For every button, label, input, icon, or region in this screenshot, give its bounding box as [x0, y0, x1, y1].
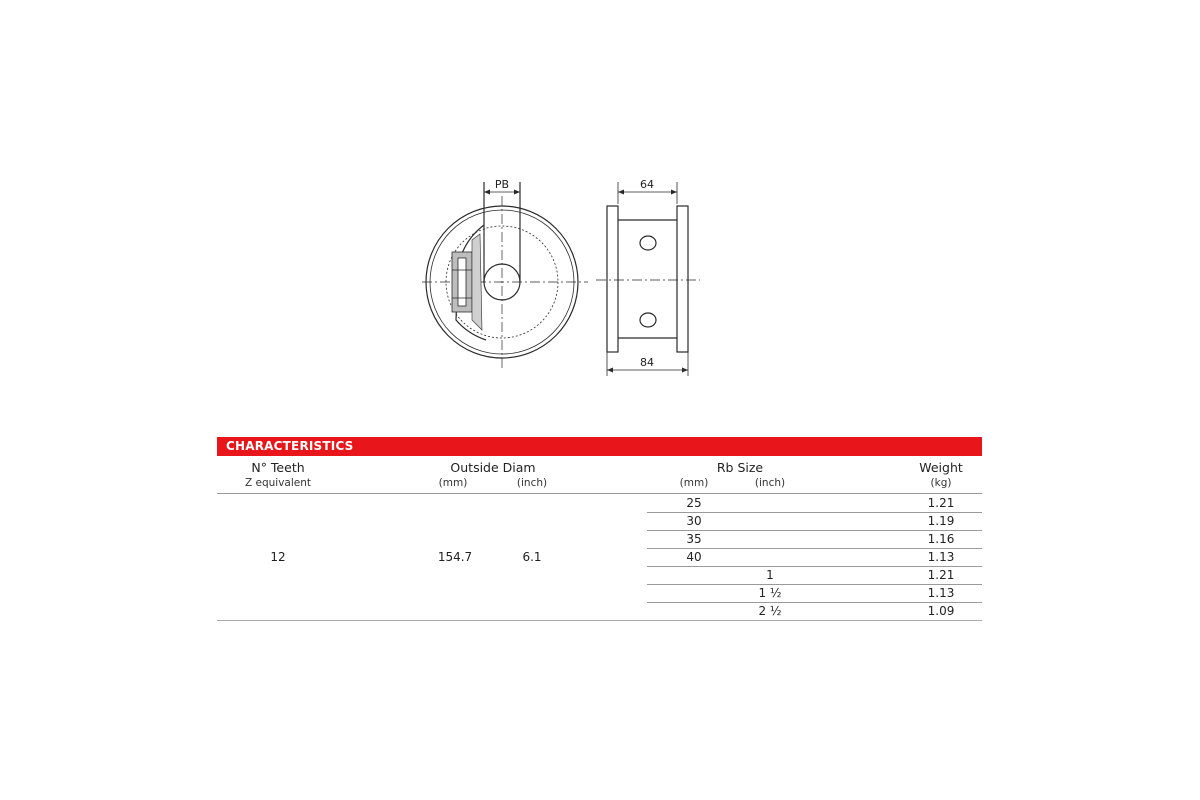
characteristics-title: CHARACTERISTICS	[217, 437, 982, 456]
rb-mm-header: (mm)	[679, 477, 709, 489]
rb-row-inch: 2 ½	[758, 604, 782, 618]
rb-row-mm: 35	[686, 532, 702, 546]
row-divider	[647, 584, 982, 585]
weight-header: Weight	[919, 460, 963, 475]
rb-row-inch: 1 ½	[758, 586, 782, 600]
weight-unit-header: (kg)	[930, 477, 952, 489]
characteristics-table	[217, 437, 982, 621]
outside-mm-value: 154.7	[437, 550, 473, 564]
table-body	[217, 494, 982, 621]
sprocket-technical-drawing	[420, 170, 720, 380]
rb-row-weight: 1.13	[927, 550, 955, 564]
rb-inch-header: (inch)	[754, 477, 786, 489]
rb-size-header: Rb Size	[716, 460, 764, 475]
rb-row-weight: 1.16	[927, 532, 955, 546]
row-divider	[647, 566, 982, 567]
row-divider	[647, 512, 982, 513]
rb-row-weight: 1.21	[927, 496, 955, 510]
side-view	[596, 178, 700, 376]
pb-dimension-label: PB	[494, 178, 510, 191]
width-64-label: 64	[640, 178, 654, 191]
rb-row-mm: 40	[686, 550, 702, 564]
rb-row-weight: 1.13	[927, 586, 955, 600]
rb-row-inch: 1	[766, 568, 774, 582]
row-divider	[647, 548, 982, 549]
outside-inch-header: (inch)	[516, 477, 548, 489]
outside-mm-header: (mm)	[438, 477, 468, 489]
rb-row-mm: 25	[686, 496, 702, 510]
teeth-subheader: Z equivalent	[244, 477, 312, 489]
outside-inch-value: 6.1	[522, 550, 542, 564]
teeth-header: N° Teeth	[251, 460, 305, 475]
rb-row-weight: 1.19	[927, 514, 955, 528]
outside-diam-header: Outside Diam	[450, 460, 536, 475]
teeth-value: 12	[270, 550, 286, 564]
row-divider	[647, 530, 982, 531]
rb-row-mm: 30	[686, 514, 702, 528]
rb-row-weight: 1.21	[927, 568, 955, 582]
rb-row-weight: 1.09	[927, 604, 955, 618]
width-84-label: 84	[640, 356, 654, 369]
table-header	[217, 456, 982, 494]
row-divider	[647, 602, 982, 603]
front-view	[422, 178, 588, 368]
